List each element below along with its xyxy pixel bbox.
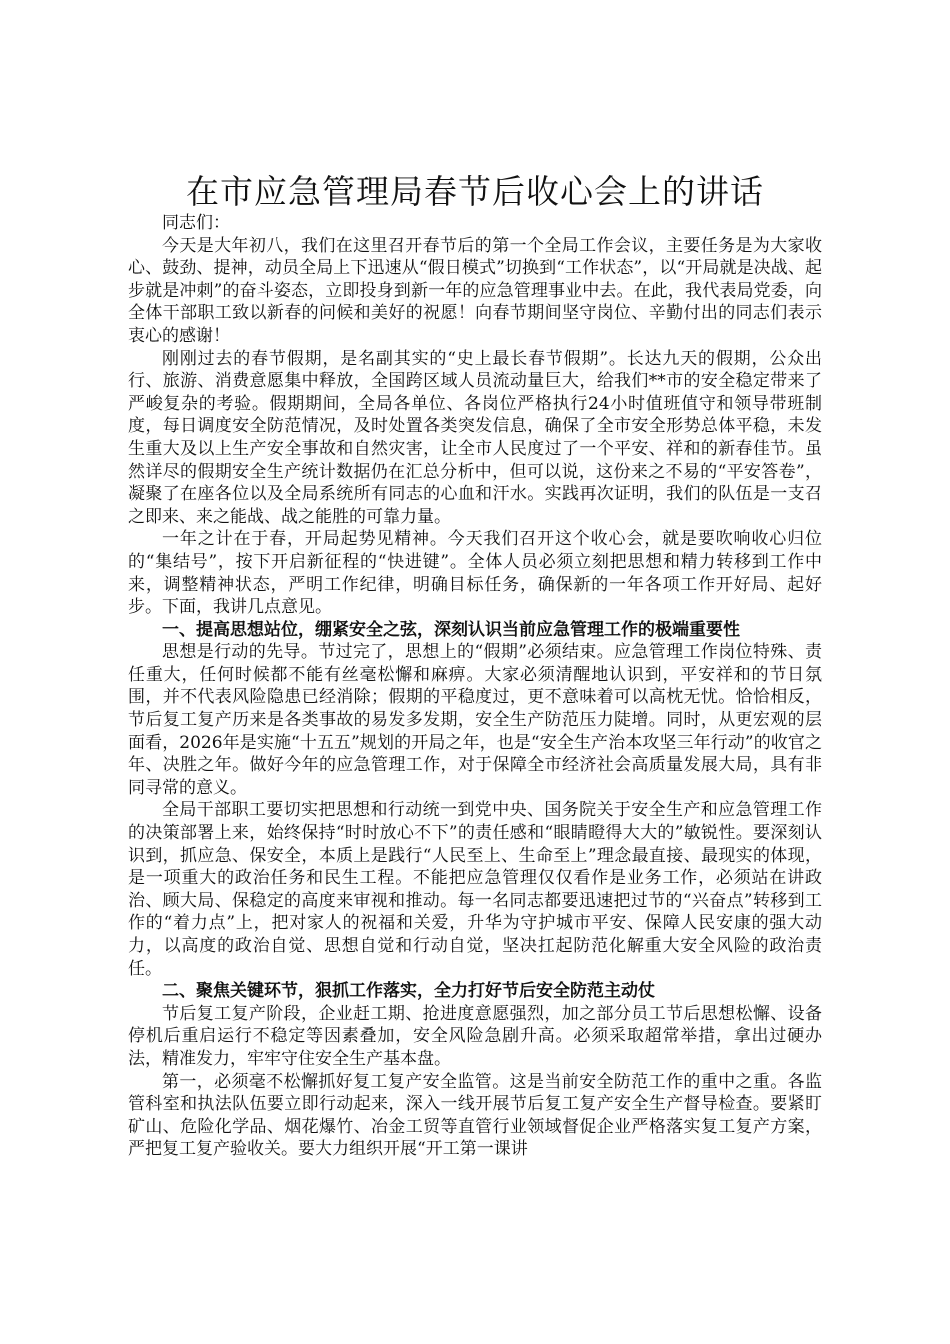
- section-heading-2: 二、聚焦关键环节，狠抓工作落实，全力打好节后安全防范主动仗: [162, 981, 655, 1002]
- document-title: 在市应急管理局春节后收心会上的讲话: [186, 172, 764, 211]
- section-1-paragraph: 思想是行动的先导。节过完了，思想上的“假期”必须结束。应急管理工作岗位特殊、责任重大，任何时候都不能有丝毫松懈和麻痹。大家必须清醒地认识到，平安祥和的节日氛围，并不代表风险隐患已经消除；假期的平稳度过，更不意味着可以高枕无忧。恰恰相反，节后复工复产历来是各类事故的易发多发期，安全生产防范压力陡增。同时，从更宏观的层面看，2026年是实施“十五五”规划的开局之年，也是“安全生产治本攻坚三年行动”的收官之年、决胜之年。做好今年的应急管理工作，对于保障全市经济社会高质量发展大局，具有非同寻常的意义。: [128, 642, 822, 798]
- section-2-paragraph: 第一，必须毫不松懈抓好复工复产安全监管。这是当前安全防范工作的重中之重。各监管科室和执法队伍要立即行动起来，深入一线开展节后复工复产安全生产督导检查。要紧盯矿山、危险化学品、烟花爆竹、冶金工贸等直管行业领域督促企业严格落实复工复产方案，严把复工复产验收关。要大力组织开展“开工第一课讲: [128, 1071, 822, 1160]
- salutation: 同志们：: [162, 213, 230, 233]
- section-2-paragraph: 节后复工复产阶段，企业赶工期、抢进度意愿强烈，加之部分员工节后思想松懈、设备停机后重启运行不稳定等因素叠加，安全风险急剧升高。必须采取超常举措，拿出过硬办法，精准发力，牢牢守住安全生产基本盘。: [128, 1003, 822, 1069]
- paragraph-holiday-review: 刚刚过去的春节假期，是名副其实的“史上最长春节假期”。长达九天的假期，公众出行、旅游、消费意愿集中释放，全国跨区域人员流动量巨大，给我们**市的安全稳定带来了严峻复杂的考验。假期期间，全局各单位、各岗位严格执行24小时值班值守和领导带班制度，每日调度安全防范情况，及时处置各类突发信息，确保了全市安全形势总体平稳，未发生重大及以上生产安全事故和自然灾害，让全市人民度过了一个平安、祥和的新春佳节。虽然详尽的假期安全生产统计数据仍在汇总分析中，但可以说，这份来之不易的“平安答卷”，凝聚了在座各位以及全局系统所有同志的心血和汗水。实践再次证明，我们的队伍是一支召之即来、来之能战、战之能胜的可靠力量。: [128, 348, 822, 527]
- section-heading-1: 一、提高思想站位，绷紧安全之弦，深刻认识当前应急管理工作的极端重要性: [162, 619, 740, 640]
- document-page: [128, 170, 822, 1161]
- section-1-paragraph: 全局干部职工要切实把思想和行动统一到党中央、国务院关于安全生产和应急管理工作的决策部署上来，始终保持“时时放心不下”的责任感和“眼睛瞪得大大的”敏锐性。要深刻认识到，抓应急、保安全，本质上是践行“人民至上、生命至上”理念最直接、最现实的体现，是一项重大的政治任务和民生工程。不能把应急管理仅仅看作是业务工作，必须站在讲政治、顾大局、保稳定的高度来审视和推动。每一名同志都要迅速把过节的“兴奋点”转移到工作的“着力点”上，把对家人的祝福和关爱，升华为守护城市平安、保障人民安康的强大动力，以高度的政治自觉、思想自觉和行动自觉，坚决扛起防范化解重大安全风险的政治责任。: [128, 800, 822, 979]
- paragraph-purpose: 一年之计在于春，开局起势见精神。今天我们召开这个收心会，就是要吹响收心归位的“集结号”，按下开启新征程的“快进键”。全体人员必须立刻把思想和精力转移到工作中来，调整精神状态，严明工作纪律，明确目标任务，确保新的一年各项工作开好局、起好步。下面，我讲几点意见。: [128, 529, 822, 618]
- paragraph-opening: 今天是大年初八，我们在这里召开春节后的第一个全局工作会议，主要任务是为大家收心、鼓劲、提神，动员全局上下迅速从“假日模式”切换到“工作状态”，以“开局就是决战、起步就是冲刺”的奋斗姿态，立即投身到新一年的应急管理事业中去。在此，我代表局党委，向全体干部职工致以新春的问候和美好的祝愿！向春节期间坚守岗位、辛勤付出的同志们表示衷心的感谢！: [128, 235, 822, 346]
